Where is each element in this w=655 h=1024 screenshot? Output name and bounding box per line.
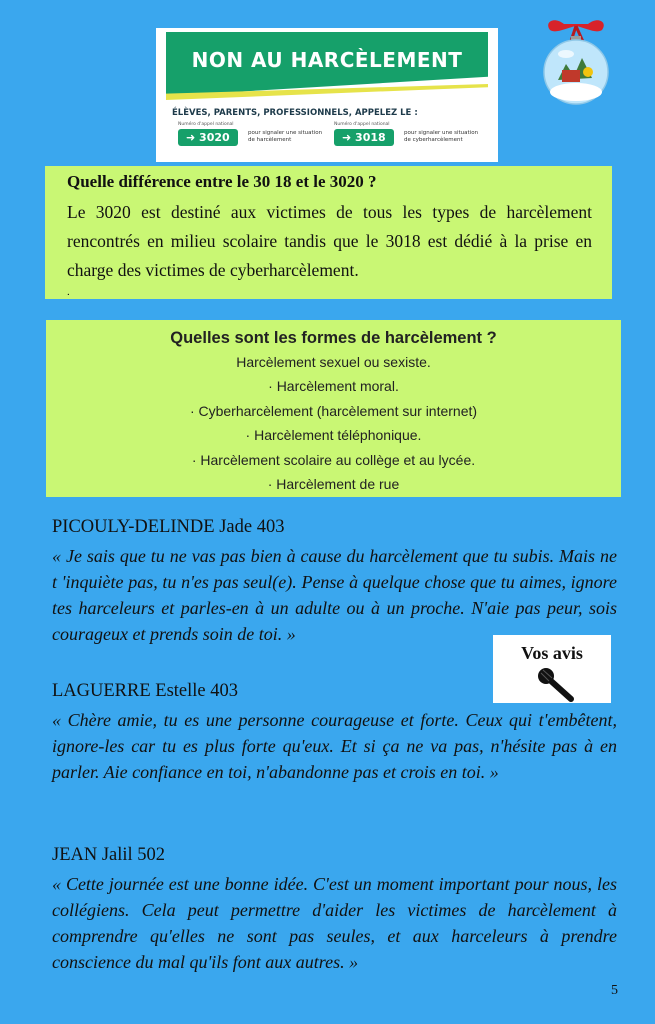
opinion-text: « Je sais que tu ne vas pas bien à cause du harcèlement que tu subis. Mais ne t 'inquiète pas, tu n'es pas seul(e). Pense à quelque chose que tu aimes, ignore tes harceleurs et parles-en à un adulte ou à un proche. N'aie pas peur, sois courageux et prends soin de toi. »: [52, 546, 617, 644]
hotline-desc: pour signaler une situation de cyberharcèlement: [404, 130, 479, 143]
list-item: · Harcèlement téléphonique.: [245, 427, 422, 444]
difference-box: [45, 166, 612, 299]
hotline-caption: Numéro d'appel national: [178, 122, 234, 127]
vos-avis-badge: [493, 635, 611, 703]
opinion-author: LAGUERRE Estelle 403: [52, 681, 239, 701]
forms-box: [46, 320, 621, 497]
banner-subtitle: ÉLÈVES, PARENTS, PROFESSIONNELS, APPELEZ LE :: [172, 108, 418, 118]
page-number: 5: [611, 983, 618, 998]
forms-title: Quelles sont les formes de harcèlement ?: [170, 329, 497, 347]
hotline-desc: pour signaler une situation de harcèlement: [248, 130, 323, 143]
hotline-3020: [178, 122, 328, 146]
difference-question: Quelle différence entre le 30 18 et le 3020 ?: [67, 172, 377, 191]
hotline-3018: [334, 122, 484, 146]
opinion-author: PICOULY-DELINDE Jade 403: [52, 517, 285, 537]
opinion-author: JEAN Jalil 502: [52, 845, 166, 865]
opinion-text: « Chère amie, tu es une personne courageuse et forte. Ceux qui t'embêtent, ignore-les car tu es plus forte qu'eux. Et si ça ne va pas, n'hésite pas à en parler. Aie confiance en toi, n'abandonne pas et crois en toi. »: [52, 710, 617, 782]
list-item: · Harcèlement moral.: [268, 378, 399, 395]
hotline-number: ➜ 3018: [334, 129, 394, 146]
difference-answer: Le 3020 est destiné aux victimes de tous les types de harcèlement rencontrés en milieu scolaire tandis que le 3018 est dédié à la prise en charge des victimes de cyberharcèlement.: [67, 202, 592, 280]
hotline-banner: [156, 28, 498, 162]
banner-title: NON AU HARCÈLEMENT: [191, 48, 463, 72]
microphone-icon: [537, 667, 577, 703]
forms-list: [46, 350, 621, 496]
stray-dot: .: [67, 286, 70, 298]
list-item: · Harcèlement scolaire au collège et au lycée.: [191, 451, 476, 468]
list-item: · Harcèlement de rue: [267, 476, 400, 493]
list-item: · Cyberharcèlement (harcèlement sur internet): [189, 402, 478, 419]
hotline-caption: Numéro d'appel national: [334, 122, 390, 127]
list-item: Harcèlement sexuel ou sexiste.: [236, 354, 431, 370]
opinion-text: « Cette journée est une bonne idée. C'est un moment important pour nous, les collégiens. Cela peut permettre d'aider les victimes de harcèlement à comprendre qu'elles ne sont pas seules, et aux harceleurs à prendre conscience du mal qu'ils font aux autres. »: [52, 874, 617, 972]
christmas-ornament-icon: [536, 14, 616, 110]
vos-avis-label: Vos avis: [521, 643, 583, 663]
hotline-number: ➜ 3020: [178, 129, 238, 146]
